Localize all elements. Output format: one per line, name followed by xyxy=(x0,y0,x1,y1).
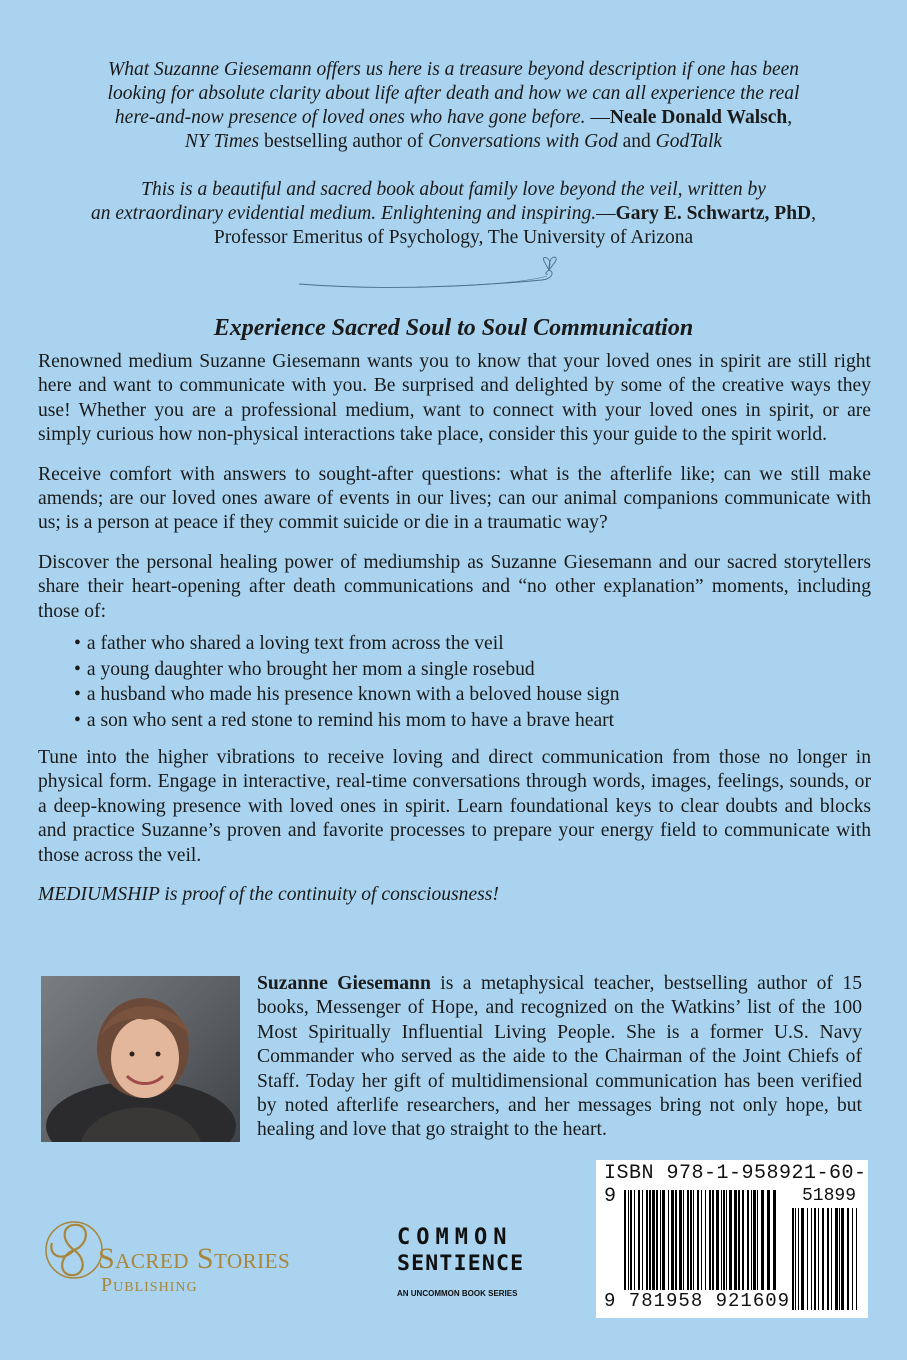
credential-book: GodTalk xyxy=(655,131,723,152)
list-item xyxy=(74,631,871,657)
dash: — xyxy=(596,203,616,224)
bullet: • xyxy=(74,658,81,680)
barcode-bar xyxy=(792,1208,794,1310)
barcode-bar xyxy=(827,1208,829,1310)
paragraph: Renowned medium Suzanne Giesemann wants you to know that your loved ones in spirit are still right here and want to communicate with you. Be surprised and delighted by some of the creative ways they use! Whether you are a professional medium, want to connect with your loved ones in spirit, or are simply curious how non-physical interactions take place, consider this your guide to the spirit world. xyxy=(38,351,871,446)
endorsement-schwartz: This is a beautiful and sacred book about family love beyond the veil, written by an extraordinary evidential medium. Enlightening and inspiring.—Gary E. Schwartz, PhD, Professor Emeritus of Psychology, The University of Arizona xyxy=(90,179,817,248)
isbn-barcode xyxy=(596,1160,868,1318)
bullet: • xyxy=(74,709,81,731)
barcode-bar xyxy=(807,1208,808,1310)
publisher-sub: Publishing xyxy=(101,1274,198,1296)
quote-line: What Suzanne Giesemann offers us here is a treasure beyond description if one has been xyxy=(107,59,800,80)
barcode-bar xyxy=(856,1208,857,1310)
barcode-bar xyxy=(847,1208,849,1310)
bio-name: Suzanne Giesemann xyxy=(257,973,431,994)
barcode-bar xyxy=(811,1208,812,1310)
publisher-name: Sacred Stories xyxy=(98,1242,291,1275)
endorsement-credential: Professor Emeritus of Psychology, The University of Arizona xyxy=(213,227,694,248)
barcode-bar xyxy=(831,1208,832,1310)
quote-line: here-and-now presence of loved ones who have gone before. xyxy=(114,107,586,128)
bullet: • xyxy=(74,684,81,706)
endorsement-author: Neale Donald Walsch xyxy=(609,107,788,128)
list-item-text: a son who sent a red stone to remind his mom to have a brave heart xyxy=(86,709,615,731)
credential-and: and xyxy=(617,131,656,152)
credential-text: bestselling author of xyxy=(259,131,429,152)
list-item xyxy=(74,657,871,683)
series-line3: AN UNCOMMON BOOK SERIES xyxy=(397,1289,518,1298)
barcode-bar xyxy=(852,1208,853,1310)
series-logo xyxy=(397,1225,547,1298)
list-item-text: a young daughter who brought her mom a single rosebud xyxy=(86,658,535,680)
endorsement-author: Gary E. Schwartz, PhD xyxy=(615,203,812,224)
bio-text: is a metaphysical teacher, bestselling author of 15 books, Messenger of Hope, and recognized on the Watkins’ list of the 100 Most Spiritually Influential Living People. She is a former U.S. Navy Commander who served as the aide to the Chairman of the Joint Chiefs of Staff. Today her gift of multidimensional communication has been verified by noted afterlife researchers, and her messages bring not only hope, but healing and love that go straight to the heart. xyxy=(257,973,862,1141)
list-item xyxy=(74,708,871,734)
barcode-bar xyxy=(841,1208,844,1310)
series-line2: SENTIENCE xyxy=(397,1251,525,1276)
quote-line: an extraordinary evidential medium. Enlightening and inspiring. xyxy=(90,203,597,224)
endorsement-walsch: What Suzanne Giesemann offers us here is a treasure beyond description if one has been looking for absolute clarity about life after death and how we can all experience the real here-and-now presence of loved ones who have gone before. —Neale Donald Walsch, NY Times bestselling author of Conversations with God and GodTalk xyxy=(107,59,800,152)
barcode-bar xyxy=(839,1208,840,1310)
story-list xyxy=(38,631,871,733)
tagline: MEDIUMSHIP is proof of the continuity of consciousness! xyxy=(38,884,499,906)
quote-line: This is a beautiful and sacred book about family love beyond the veil, written by xyxy=(141,179,766,200)
barcode-bar xyxy=(822,1208,824,1310)
series-line1: COMMON xyxy=(397,1225,513,1250)
barcode-bar xyxy=(795,1208,796,1310)
dash: — xyxy=(585,107,610,128)
author-photo xyxy=(41,976,240,1142)
isbn-text: ISBN 978-1-958921-60-9 xyxy=(604,1162,867,1208)
list-item xyxy=(74,682,871,708)
credential-book: Conversations with God xyxy=(428,131,618,152)
bullet: • xyxy=(74,633,81,655)
price-code: 51899 xyxy=(801,1186,856,1206)
barcode-bar xyxy=(798,1208,799,1310)
butterfly-flourish-icon xyxy=(297,250,617,290)
description-body xyxy=(38,350,871,923)
ean-digits: 9 781958 921609 xyxy=(604,1290,791,1312)
author-bio xyxy=(257,972,862,1143)
paragraph: Receive comfort with answers to sought-after questions: what is the afterlife like; can we still make amends; are our loved ones aware of events in our lives; can our animal companions communicate with us; is a person at peace if they commit suicide or die in a traumatic way? xyxy=(38,463,871,534)
section-heading: Experience Sacred Soul to Soul Communication xyxy=(213,315,694,341)
paragraph: Tune into the higher vibrations to receive loving and direct communication from those no longer in physical form. Engage in interactive, real-time conversations through words, images, feelings, sounds, or a deep-knowing presence with loved ones in spirit. Learn foundational keys to clear doubts and blocks and practice Suzanne’s proven and favorite processes to prepare your energy field to communicate with those across the veil. xyxy=(38,747,871,866)
credential-source: NY Times xyxy=(184,131,260,152)
list-item-text: a father who shared a loving text from across the veil xyxy=(86,633,504,655)
barcode-bar xyxy=(835,1208,838,1310)
author-portrait-icon xyxy=(41,976,240,1142)
barcode-bar xyxy=(801,1208,804,1310)
barcode-bar xyxy=(814,1208,816,1310)
paragraph: Discover the personal healing power of mediumship as Suzanne Giesemann and our sacred storytellers share their heart-opening after death communications and “no other explanation” moments, including those of: xyxy=(38,551,871,622)
barcode-bar xyxy=(818,1208,819,1310)
quote-line: looking for absolute clarity about life after death and how we can all experience the real xyxy=(107,83,800,104)
list-item-text: a husband who made his presence known with a beloved house sign xyxy=(86,684,620,706)
